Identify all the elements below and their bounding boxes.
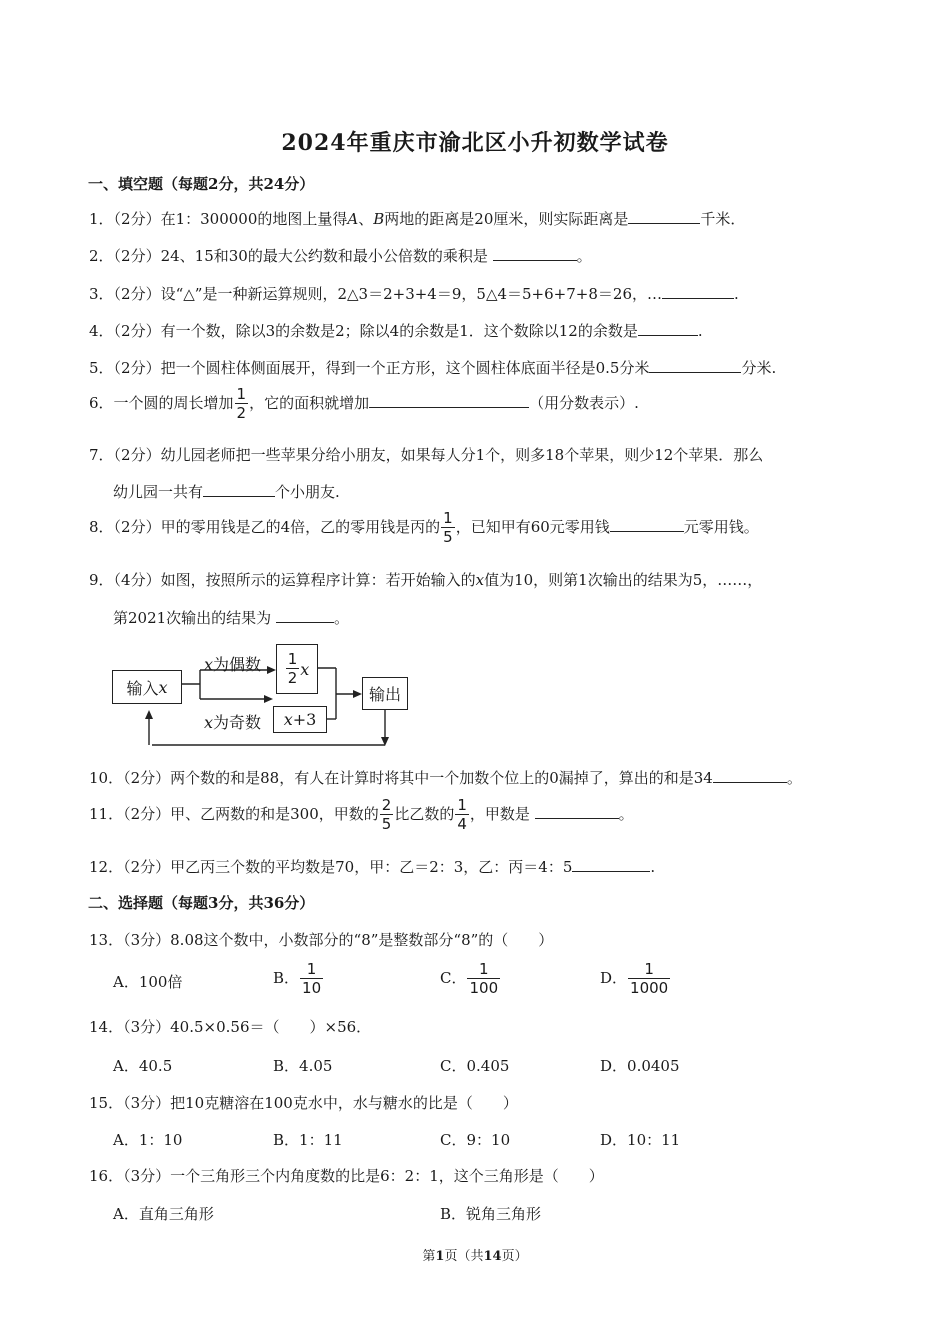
question-9-line-1 <box>89 569 762 591</box>
flow-input-label: 输入 <box>126 678 159 698</box>
q16-option-a[interactable]: A．直角三角形 <box>113 1205 214 1223</box>
question-11 <box>89 798 634 832</box>
q12-text: 12．（2分）甲乙丙三个数的平均数是70，甲：乙＝2：3，乙：丙＝4：5 <box>89 858 573 876</box>
q7-unit: 个小朋友. <box>275 483 340 501</box>
question-3 <box>89 283 739 305</box>
page-number: 1 <box>435 1249 445 1264</box>
q9-variable: x <box>475 571 485 589</box>
q13-option-d[interactable] <box>600 962 671 996</box>
q12-end: . <box>650 858 656 876</box>
answer-blank[interactable] <box>628 209 700 224</box>
section-heading-choice: 二、选择题（每题3分，共36分） <box>88 894 315 912</box>
question-6 <box>89 387 639 421</box>
fraction <box>628 962 670 996</box>
q14-option-a[interactable]: A．40.5 <box>113 1057 173 1075</box>
question-8 <box>89 511 759 545</box>
answer-blank[interactable] <box>610 517 684 532</box>
question-2 <box>89 245 592 267</box>
fraction-numerator: 1 <box>300 962 323 979</box>
q8-text-2: ，已知甲有60元零用钱 <box>455 518 610 536</box>
q11-text: 11．（2分）甲、乙两数的和是300，甲数的 <box>89 805 379 823</box>
footer-text-3: 页） <box>501 1249 528 1264</box>
footer-text: 第 <box>422 1249 436 1264</box>
fraction-numerator: 1 <box>457 796 467 814</box>
fraction <box>441 511 455 545</box>
flow-add-box <box>273 706 327 733</box>
question-1 <box>89 208 745 230</box>
answer-blank[interactable] <box>662 284 734 299</box>
q8-unit: 元零用钱。 <box>683 518 759 536</box>
fraction-numerator: 1 <box>443 509 453 527</box>
q15-option-b[interactable]: B．1：11 <box>273 1131 343 1149</box>
flow-variable: x <box>300 659 310 679</box>
fraction-denominator: 4 <box>457 815 467 833</box>
question-7-line-2 <box>113 481 340 503</box>
q2-end: 。 <box>576 247 592 265</box>
question-9-line-2 <box>113 607 349 629</box>
footer-text-2: 页（共 <box>444 1249 484 1264</box>
fraction-denominator: 10 <box>302 979 322 997</box>
q14-option-b[interactable]: B．4.05 <box>273 1057 333 1075</box>
flow-input-box <box>112 670 182 704</box>
question-5 <box>89 357 776 379</box>
q10-text: 10．（2分）两个数的和是88，有人在计算时将其中一个加数个位上的0漏掉了，算出的和是34 <box>89 769 713 787</box>
q6-end: （用分数表示）. <box>529 394 639 412</box>
page-title: 2024年重庆市渝北区小升初数学试卷 <box>281 130 669 156</box>
q5-text: 5．（2分）把一个圆柱体侧面展开，得到一个正方形，这个圆柱体底面半径是0.5分米 <box>89 359 650 377</box>
answer-blank[interactable] <box>713 768 787 783</box>
q11-text-2: 比乙数的 <box>394 805 455 823</box>
fraction-denominator: 5 <box>443 528 453 546</box>
answer-blank[interactable] <box>493 246 577 261</box>
q4-end: . <box>697 322 703 340</box>
q6-text: 6．一个圆的周长增加 <box>89 394 234 412</box>
option-label: D． <box>600 969 628 987</box>
flow-variable: x <box>204 655 214 674</box>
fraction <box>286 652 300 686</box>
fraction <box>455 798 469 832</box>
flow-odd-label <box>204 710 261 733</box>
flow-variable: x <box>158 677 168 697</box>
fraction-numerator: 1 <box>628 962 670 979</box>
answer-blank[interactable] <box>535 804 619 819</box>
q1-point-a: A <box>347 210 359 228</box>
question-7-line-1: 7．（2分）幼儿园老师把一些苹果分给小朋友，如果每人分1个，则多18个苹果，则少12个苹果．那么 <box>89 446 764 464</box>
answer-blank[interactable] <box>649 358 741 373</box>
fraction-denominator: 2 <box>236 404 247 422</box>
fraction-denominator: 100 <box>469 979 499 997</box>
fraction-denominator: 5 <box>381 815 392 833</box>
q15-option-c[interactable]: C．9：10 <box>440 1131 511 1149</box>
q3-end: . <box>733 285 739 303</box>
q9-text: 9．（4分）如图，按照所示的运算程序计算：若开始输入的 <box>89 571 476 589</box>
fraction <box>467 962 500 996</box>
flow-variable: x <box>283 710 293 729</box>
page-footer <box>0 1245 950 1264</box>
flow-output-label: 输出 <box>368 685 401 704</box>
flow-add-text: +3 <box>292 710 317 729</box>
flow-half-box <box>276 644 318 694</box>
q7-text: 幼儿园一共有 <box>113 483 204 501</box>
answer-blank[interactable] <box>572 857 650 872</box>
fraction-numerator: 1 <box>287 650 298 668</box>
q1-text-2: 两地的距离是20厘米，则实际距离是 <box>384 210 629 228</box>
answer-blank[interactable] <box>276 608 334 623</box>
question-12 <box>89 856 655 878</box>
q9-end: 。 <box>333 609 349 627</box>
q6-text-2: ，它的面积就增加 <box>249 394 370 412</box>
q16-option-b[interactable]: B．锐角三角形 <box>440 1205 542 1223</box>
q4-text: 4．（2分）有一个数，除以3的余数是2；除以4的余数是1．这个数除以12的余数是 <box>89 322 638 340</box>
question-4 <box>89 320 703 342</box>
q9-text-3: 第2021次输出的结果为 <box>113 609 272 627</box>
page-total: 14 <box>483 1249 502 1264</box>
q1-unit: 千米． <box>700 210 746 228</box>
fraction <box>235 387 249 421</box>
q1-text: 1．（2分）在1：300000的地图上量得 <box>89 210 348 228</box>
question-16: 16．（3分）一个三角形三个内角度数的比是6：2：1，这个三角形是（ ） <box>89 1167 604 1185</box>
fraction-numerator: 1 <box>236 385 247 403</box>
q1-sep: 、 <box>358 210 374 228</box>
q14-option-c[interactable]: C．0.405 <box>440 1057 510 1075</box>
question-14: 14．（3分）40.5×0.56＝（ ）×56． <box>89 1018 372 1036</box>
flow-odd-text: 为奇数 <box>213 713 262 732</box>
q11-text-3: ，甲数是 <box>469 805 530 823</box>
fraction-denominator: 2 <box>287 669 298 687</box>
flowchart <box>108 636 418 750</box>
q13-option-b[interactable] <box>273 962 324 996</box>
flow-output-box <box>362 677 408 710</box>
question-13: 13．（3分）8.08这个数中，小数部分的“8”是整数部分“8”的（ ） <box>89 931 554 949</box>
answer-blank[interactable] <box>638 321 698 336</box>
fraction-numerator: 2 <box>381 796 392 814</box>
answer-blank[interactable] <box>203 482 275 497</box>
option-label: B． <box>273 969 300 987</box>
q11-end: 。 <box>618 805 634 823</box>
q3-text: 3．（2分）设“△”是一种新运算规则，2△3＝2+3+4＝9，5△4＝5+6+7+8＝26，… <box>89 285 662 303</box>
q2-text: 2．（2分）24、15和30的最大公约数和最小公倍数的乘积是 <box>89 247 488 265</box>
fraction-numerator: 1 <box>467 962 500 979</box>
q5-unit: 分米. <box>741 359 777 377</box>
question-15: 15．（3分）把10克糖溶在100克水中，水与糖水的比是（ ） <box>89 1094 518 1112</box>
q14-option-d[interactable]: D．0.0405 <box>600 1057 680 1075</box>
fraction <box>300 962 323 996</box>
q15-option-d[interactable]: D．10：11 <box>600 1131 681 1149</box>
flow-variable: x <box>204 713 214 732</box>
q8-text: 8．（2分）甲的零用钱是乙的4倍，乙的零用钱是丙的 <box>89 518 441 536</box>
q15-option-a[interactable]: A．1：10 <box>113 1131 183 1149</box>
flow-even-label <box>204 652 261 675</box>
fraction <box>380 798 394 832</box>
q9-text-2: 值为10，则第1次输出的结果为5，……， <box>484 571 763 589</box>
section-heading-fill-in: 一、填空题（每题2分，共24分） <box>88 175 315 193</box>
option-label: C． <box>440 969 467 987</box>
q1-point-b: B <box>373 210 385 228</box>
fraction-denominator: 1000 <box>630 979 669 997</box>
q10-end: 。 <box>786 769 802 787</box>
answer-blank[interactable] <box>369 393 529 408</box>
q13-option-c[interactable] <box>440 962 501 996</box>
flow-even-text: 为偶数 <box>213 655 262 674</box>
q13-option-a[interactable]: A．100倍 <box>113 973 183 991</box>
question-10 <box>89 767 802 789</box>
